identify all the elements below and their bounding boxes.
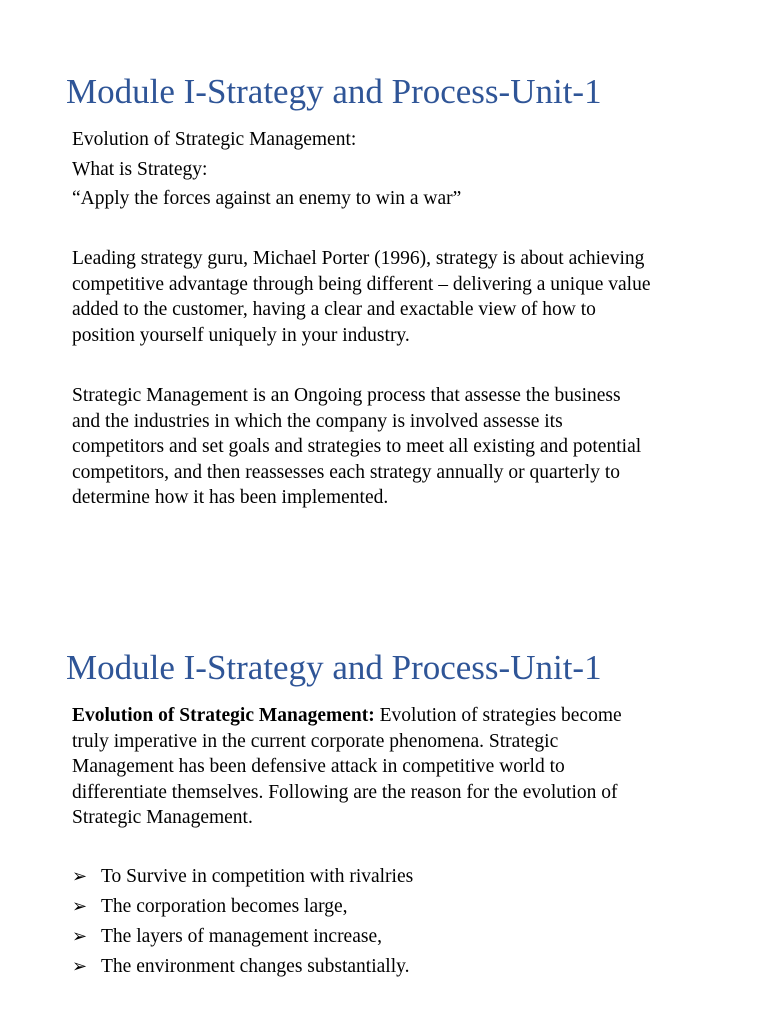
paragraph-line: competitors, and then reassesses each strategy annually or quarterly to xyxy=(72,461,620,483)
strategic-management-paragraph xyxy=(72,383,712,511)
paragraph-line: and the industries in which the company is involved assesse its xyxy=(72,410,563,432)
paragraph-line: Strategic Management. xyxy=(72,807,253,828)
slide-2-title: Module I-Strategy and Process-Unit-1 xyxy=(66,648,602,687)
list-item-text: The layers of management increase, xyxy=(101,926,382,947)
paragraph-line: competitive advantage through being different – delivering a unique value xyxy=(72,273,651,295)
intro-line-what-is-strategy: What is Strategy: xyxy=(72,158,208,180)
evolution-first-line-rest: Evolution of strategies become xyxy=(374,705,622,726)
arrow-bullet-icon: ➢ xyxy=(72,896,88,917)
intro-line-evolution: Evolution of Strategic Management: xyxy=(72,129,357,150)
paragraph-line: determine how it has been implemented. xyxy=(72,487,389,508)
arrow-bullet-icon: ➢ xyxy=(72,926,88,947)
intro-line-quote: “Apply the forces against an enemy to win a war” xyxy=(72,188,462,209)
slide-1-intro xyxy=(72,125,712,214)
slide-1-title: Module I-Strategy and Process-Unit-1 xyxy=(66,72,602,111)
evolution-bold-lead: Evolution of Strategic Management: xyxy=(72,705,375,726)
paragraph-first-line xyxy=(72,703,712,729)
arrow-bullet-icon: ➢ xyxy=(72,956,88,977)
paragraph-line: added to the customer, having a clear and exactable view of how to xyxy=(72,299,596,320)
slide-2 xyxy=(0,600,768,1024)
paragraph-line: competitors and set goals and strategies to meet all existing and potential xyxy=(72,436,642,457)
list-item-text: The environment changes substantially. xyxy=(101,956,410,977)
list-item-text: To Survive in competition with rivalries xyxy=(101,866,414,887)
list-item-text: The corporation becomes large, xyxy=(101,896,348,917)
paragraph-line: Strategic Management is an Ongoing process that assesse the business xyxy=(72,385,621,406)
list-item xyxy=(72,952,413,982)
paragraph-line: truly imperative in the current corporate phenomena. Strategic xyxy=(72,730,559,752)
paragraph-line: Leading strategy guru, Michael Porter (1996), strategy is about achieving xyxy=(72,248,645,269)
paragraph-line: Management has been defensive attack in competitive world to xyxy=(72,756,565,777)
paragraph-line: differentiate themselves. Following are the reason for the evolution of xyxy=(72,781,618,803)
list-item xyxy=(72,862,413,892)
paragraph-line: position yourself uniquely in your industry. xyxy=(72,324,410,346)
evolution-paragraph xyxy=(72,703,712,831)
arrow-bullet-icon: ➢ xyxy=(72,866,88,887)
evolution-reasons-list xyxy=(72,862,413,982)
list-item xyxy=(72,892,413,922)
porter-paragraph xyxy=(72,246,712,348)
list-item xyxy=(72,922,413,952)
